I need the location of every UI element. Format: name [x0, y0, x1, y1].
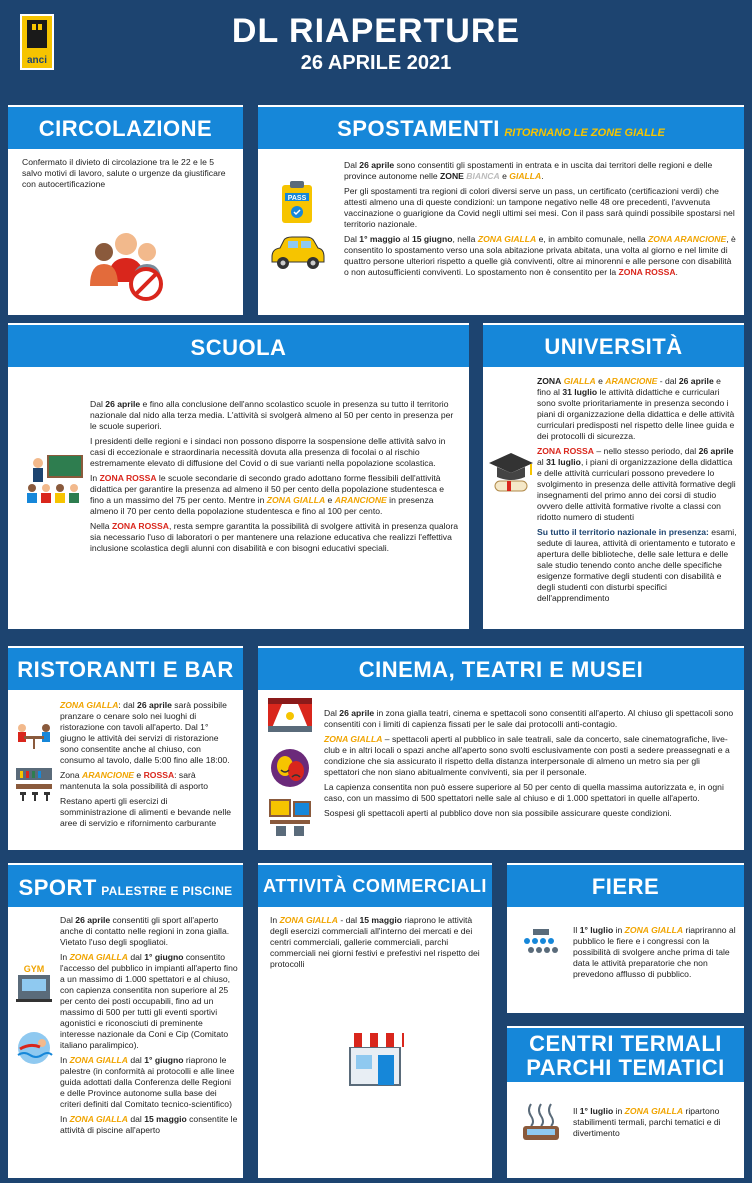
commerciali-title: ATTIVITÀ COMMERCIALI — [263, 876, 487, 896]
fiere-title: FIERE — [591, 874, 660, 899]
commerciali-text: In ZONA GIALLA - dal 15 maggio riaprono le attività degli esercizi commerciali all'interno dei mercati e dei centri commerciali, gallerie commerciali, parchi commerciali nei giorni festivi e prefestivi nel rispetto dei protocolli — [270, 915, 480, 969]
fiere-panel — [507, 863, 744, 1013]
scuola-text: Dal 26 aprile e fino alla conclusione dell'anno scolastico scuole in presenza su tutto il territorio nazionale dal nido alla terza media. L'attività si svolgerà almeno al 50 per cento in presenza per le scuole superiori. I presidenti delle regioni e i sindaci non possono disporre la sospensione delle attività salvo in casi di eccezionale e straordinaria necessità dovuta alla presenza di focolai o al rischio estremamente elevato di diffusione del Covid o di sue varianti nella popolazione scolastica. In ZONA ROSSA le scuole secondarie di secondo grado adottano forme flessibili dell'attività didattica per garantire la presenza ad almeno il 50 per cento della popolazione studentesca e fino a un massimo del 75 per cento. Mentre in ZONA GIALLA e ARANCIONE in presenza almeno il 70 per cento della popolazione studentesca e fino al 100 per cento. Nella ZONA ROSSA, resta sempre garantita la possibilità di svolgere attività in presenza qualora sia necessario l'uso di laboratori o per mantenere una relazione educativa che realizzi l'effettiva inclusione scolastica degli alunni con disabilità e con bisogni educativi speciali. — [90, 399, 458, 553]
scuola-title: SCUOLA — [190, 335, 287, 360]
pass-card-icon — [280, 181, 314, 225]
sport-panel — [8, 863, 243, 1178]
circolazione-text: Confermato il divieto di circolazione tra le 22 e le 5 salvo motivi di lavoro, salute o urgenze da giustificare con autocertificazione — [22, 157, 226, 189]
cinema-panel — [258, 646, 744, 850]
termali-panel — [507, 1026, 744, 1178]
ristoranti-panel — [8, 646, 243, 850]
universita-title: UNIVERSITÀ — [544, 334, 683, 359]
universita-text: ZONA GIALLA e ARANCIONE - dal 26 aprile e fino al 31 luglio le attività didattiche e curriculari sono svolte prioritariamente in presenza secondo i piani di organizzazione della didattica e delle attività curriculari predisposti nel rispetto delle linee guida e dei protocolli di sicurezza. ZONA ROSSA – nello stesso periodo, dal 26 aprile al 31 luglio, i piani di organizzazione della didattica e delle attività curriculari possono prevedere lo svolgimento in presenza delle attività formative degli insegnamenti del primo anno dei corsi di studio ovvero delle attività formative rivolte a classi con ridotto numero di studenti Su tutto il territorio nazionale in presenza: esami, sedute di laurea, attività di orientamento e tutorato e apertura delle biblioteche, delle sale lettura e delle sale studio tenendo conto anche delle specifiche esigenze formative degli studenti con disabilità e degli studenti con disturbi specifici dell'apprendimento — [537, 376, 737, 603]
graduation-cap-icon — [487, 451, 535, 495]
circolazione-title: CIRCOLAZIONE — [38, 116, 213, 141]
sport-subtitle: PALESTRE E PISCINE — [101, 884, 233, 898]
gym-building-icon — [14, 963, 54, 1003]
header — [0, 0, 752, 92]
universita-panel — [483, 323, 744, 629]
gym-label: GYM — [23, 964, 45, 974]
termali-title-line2: PARCHI TEMATICI — [526, 1055, 725, 1080]
ristoranti-title: RISTORANTI E BAR — [17, 657, 234, 682]
swimmer-icon — [14, 1031, 54, 1065]
sport-title-bar — [8, 865, 243, 907]
spostamenti-panel — [258, 105, 744, 315]
theater-stage-icon — [268, 698, 312, 732]
people-forbidden-icon — [86, 230, 166, 302]
universita-title-bar — [483, 325, 744, 367]
circolazione-panel — [8, 105, 243, 315]
termali-title-bar — [507, 1028, 744, 1082]
page-title: DL RIAPERTURE — [231, 12, 521, 50]
cinema-text: Dal 26 aprile in zona gialla teatri, cinema e spettacoli sono consentiti all'aperto. Al chiuso gli spettacoli sono consentiti con i limiti di capienza fissati per le sale dai protocolli anti-contagio. ZONA GIALLA – spettacoli aperti al pubblico in sale teatrali, sale da concerto, sale cinematografiche, live-club e in altri locali o spazi anche all'aperto sono svolti esclusivamente con posti a sedere preassegnati e a condizione che sia assicurato il rispetto della distanza interpersonale di almeno un metro sia per gli spettatori che non siano abitualmente conviventi, sia per il personale. La capienza consentita non può essere superiore al 50 per cento di quella massima autorizzata e, in ogni caso, con un massimo di 500 spettatori nelle sale al chiuso e di 1.000 spettatori in quelle all'aperto. Sospesi gli spettacoli aperti al pubblico dove non sia possibile assicurare queste condizioni. — [324, 708, 734, 818]
commerciali-title-bar — [258, 865, 492, 907]
restaurant-table-icon — [14, 720, 54, 752]
theater-masks-icon — [270, 748, 310, 788]
conference-icon — [521, 929, 561, 955]
pass-label: PASS — [287, 195, 307, 202]
spostamenti-subtitle: RITORNANO LE ZONE GIALLE — [504, 127, 665, 139]
commerciali-panel — [258, 863, 492, 1178]
scuola-panel — [8, 323, 469, 629]
page-subtitle: 26 APRILE 2021 — [300, 52, 452, 74]
bar-counter-icon — [14, 768, 54, 802]
anci-logo: anci — [20, 14, 54, 70]
termali-title-line1: CENTRI TERMALI — [529, 1031, 722, 1056]
spostamenti-title: SPOSTAMENTI — [337, 116, 500, 141]
museum-frames-icon — [268, 798, 312, 838]
spostamenti-text: Dal 26 aprile sono consentiti gli spostamenti in entrata e in uscita dai territori delle regioni e delle province autonome nelle ZONE BIANCA e GIALLA. Per gli spostamenti tra regioni di colori diversi serve un pass, un certificato (certificazioni verdi) che attesti almeno una di queste condizioni: un tampone negativo nelle 48 ore precedenti, l'avvenuta vaccinazione o guarigione da Covid negli ultimi sei mesi. Con il pass sarà quindi possibile spostarsi nel territorio nazionale. Dal 1° maggio al 15 giugno, nella ZONA GIALLA e, in ambito comunale, nella ZONA ARANCIONE, è consentito lo spostamento verso una sola abitazione privata abitata, una volta al giorno e nel limite di quattro persone ulteriori rispetto a quelle già conviventi, oltre ai minorenni e alle persone con disabilità o non autosufficienti conviventi. Lo spostamento non è consentito per la ZONA ROSSA. — [344, 160, 736, 277]
sport-text: Dal 26 aprile consentiti gli sport all'aperto anche di contatto nelle regioni in zona gialla. Vietato l'uso degli spogliatoi. In ZONA GIALLA dal 1° giugno consentito l'accesso del pubblico in impianti all'aperto fino a un massimo di 1.000 spettatori e al chiuso, con capienza consentita non superiore al 25 per cento dei posti occupabili, fino ad un massimo di 500 per tutti gli eventi sportivi agonistici e riconosciuti di preminente interesse nazionale da Coni e Cip (Comitato italiano paralimpico). In ZONA GIALLA dal 1° giugno riaprono le palestre (in conformità ai protocolli e alle linee guida adottati dalla Conferenza delle Regioni e delle Province autonome sulla base dei criteri definiti dal Comitato tecnico-scientifico) In ZONA GIALLA dal 15 maggio consentite le attività di piscine all'aperto — [60, 915, 238, 1135]
scuola-title-bar — [8, 325, 469, 367]
ristoranti-text: ZONA GIALLA: dal 26 aprile sarà possibile pranzare o cenare solo nei luoghi di ristorazione con tavoli all'aperto. Dal 1° giugno le attività dei servizi di ristorazione sono consentite anche al chiuso, con consumo al tavolo, dalle 5:00 fino alle 18:00. Zona ARANCIONE e ROSSA: sarà mantenuta la sola possibilità di asporto Restano aperti gli esercizi di somministrazione di alimenti e bevande nelle aree di servizio e rifornimento carburante — [60, 700, 232, 828]
spostamenti-title-bar — [258, 107, 744, 149]
classroom-icon — [24, 455, 84, 507]
shop-icon — [344, 1029, 406, 1087]
cinema-title: CINEMA, TEATRI E MUSEI — [358, 657, 644, 682]
circolazione-title-bar — [8, 107, 243, 149]
fiere-title-bar — [507, 865, 744, 907]
cinema-title-bar — [258, 648, 744, 690]
fiere-text: Il 1° luglio in ZONA GIALLA riapriranno al pubblico le fiere e i congressi con la possibilità di svolgere anche prima di tale data le attività preparatorie che non prevedono afflusso di pubblico. — [573, 925, 736, 979]
ristoranti-title-bar — [8, 648, 243, 690]
car-icon — [266, 235, 328, 271]
thermal-spa-icon — [521, 1102, 561, 1142]
sport-title: SPORT — [18, 875, 97, 900]
termali-text: Il 1° luglio in ZONA GIALLA ripartono stabilimenti termali, parchi tematici e di divertimento — [573, 1106, 721, 1138]
